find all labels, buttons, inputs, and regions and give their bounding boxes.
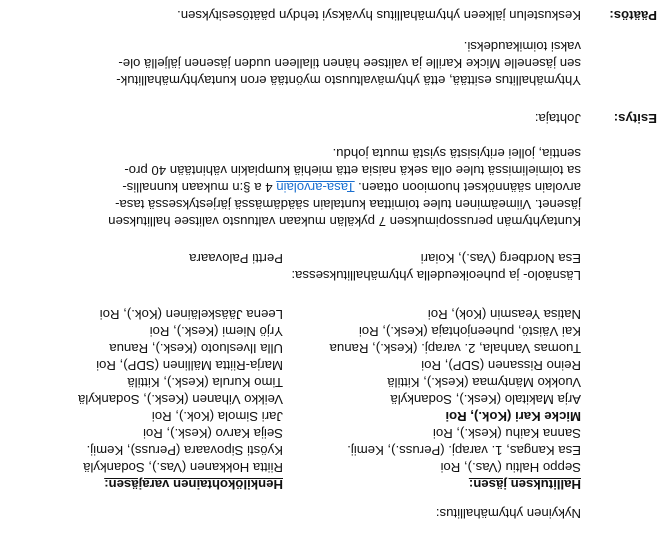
proposal-line: vaksi toimikaudeksi. [463, 39, 581, 54]
deputy-name: Kyösti Sipovaara (Peruss), Kemij. [86, 443, 283, 458]
member-name: Vuokko Mäntymaa (Kesk.), Kittilä [387, 375, 581, 390]
deputy-name: Marja-Riitta Mällinen (SDP), Roi [96, 358, 283, 373]
member-name: Reino Rissanen (SDP), Roi [421, 358, 581, 373]
deputy-name: Leena Jääskeläinen (Kok.), Roi [99, 307, 283, 322]
presentation-line: 4 a §:n mukaan kunnallis- [122, 180, 277, 195]
presentation-line: senttia, jollei erityisistä syistä muuta johdu. [332, 146, 581, 161]
proposal-line: sen jäsenelle Micke Karille ja valitsee hänen tilalleen uuden jäsenen jäljellä ole- [118, 56, 581, 71]
member-column-header: Hallituksen jäsen: [468, 477, 581, 492]
member-name: Tuomas Vanhala, 2. varapj. (Kesk.), Ranua [329, 341, 581, 356]
presenter-line: Johtaja: [534, 111, 581, 126]
attendee-name: Pertti Palovaara [189, 251, 283, 266]
deputy-name: Veikko Vihanen (Kesk.), Sodankylä [77, 392, 283, 407]
deputy-name: Seija Karvo (Kesk.), Roi [143, 426, 283, 441]
attendance-line: Läsnäolo- ja puheoikeudella yhtymähallituksessa: [291, 268, 581, 283]
decision-text: Keskustelun jälkeen yhtymähallitus hyväksyi tehdyn päätösesityksen. [177, 8, 581, 23]
intro-line: Nykyinen yhtymähallitus: [435, 506, 581, 521]
member-name-highlighted: Micke Kari (Kok.), Roi [445, 409, 581, 424]
deputy-name: Yrjö Niemi (Kesk.), Roi [149, 324, 283, 339]
member-name: Natisa Yeasmin (Kok), Roi [427, 307, 581, 322]
proposal-line: Yhtymähallitus esittää, että yhtymävaltuusto myöntää eron kuntayhtymähallituk- [116, 73, 581, 88]
equality-act-link[interactable]: Tasa-arvolain [276, 180, 355, 195]
member-name: Esa Kangas, 1. varapj. (Peruss.), Kemij. [347, 443, 581, 458]
member-name: Kai Väistö, puheenjohtaja (Kesk.), Roi [358, 324, 581, 339]
deputy-name: Riitta Hokkanen (Vas.), Sodankylä [83, 460, 283, 475]
presentation-label: Esitys: [613, 111, 657, 126]
member-name: Arja Makitalo (Kesk.), Sodankylä [390, 392, 581, 407]
presentation-line: Kuntayhtymän perussopimuksen 7 pykälän mukaan valtuusto valitsee hallituksen [108, 214, 581, 229]
member-name: Sanna Kaihu (Kesk.), Roi [432, 426, 581, 441]
presentation-line: arvolain säännökset huomioon ottaen. [354, 180, 581, 195]
presentation-line-with-link [122, 179, 581, 196]
member-name: Seppo Haltiu (Vas.), Roi [440, 460, 581, 475]
deputy-name: Ulla Ilvesluoto (Kesk.), Ranua [109, 341, 283, 356]
presentation-line: sa toimielimissä tulee olla sekä naisia että miehiä kumpiakin vähintään 40 pro- [124, 163, 581, 178]
deputy-column-header: Henkilökohtainen varajäsen: [104, 477, 283, 492]
deputy-name: Timo Kurula (Kesk.), Kittilä [127, 375, 283, 390]
attendee-name: Esa Nordberg (Vas.), Koiari [420, 251, 581, 266]
deputy-name: Jari Simola (Kok.), Roi [151, 409, 283, 424]
decision-label: Päätös: [609, 8, 657, 23]
presentation-line: jäsenet. Viimeäminen tulee toimittaa kuntalain säädämässä järjestyksessä tasa- [115, 197, 581, 212]
